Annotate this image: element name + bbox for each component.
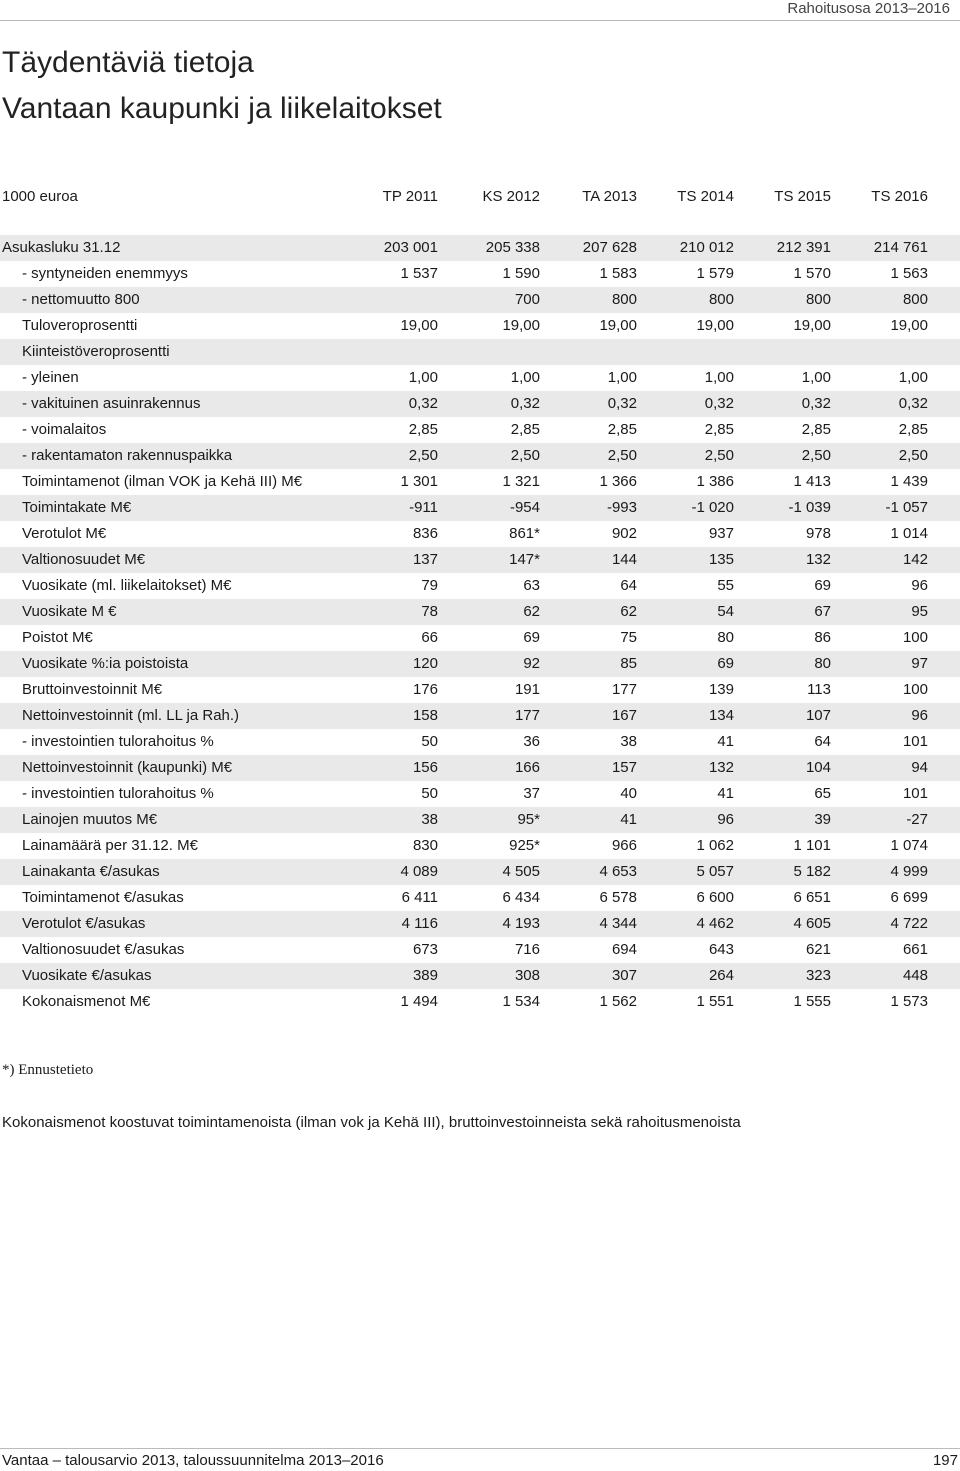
row-value: 64 [620,577,637,594]
row-value: 4 605 [793,915,831,932]
row-value: 1 563 [890,265,928,282]
table-row [0,287,960,313]
row-value: 2,85 [607,421,637,438]
row-value: 448 [902,967,928,984]
row-value: 177 [611,681,637,698]
row-label: Toimintamenot (ilman VOK ja Kehä III) M€ [22,473,303,490]
row-value: 63 [523,577,540,594]
row-value: 2,85 [801,421,831,438]
row-value: 1 573 [890,993,928,1010]
row-label: Valtionosuudet €/asukas [22,941,185,958]
row-value: 1 366 [599,473,637,490]
row-value: 1 301 [400,473,438,490]
row-value: 19,00 [599,317,637,334]
row-value: 40 [620,785,637,802]
row-value: 96 [717,811,734,828]
row-value: 210 012 [679,239,734,256]
row-value: 1,00 [408,369,438,386]
row-value: 94 [911,759,928,776]
row-value: 205 338 [485,239,540,256]
row-value: 203 001 [383,239,438,256]
row-label: Verotulot €/asukas [22,915,146,932]
row-value: 1 555 [793,993,831,1010]
row-value: 41 [717,785,734,802]
row-value: 4 344 [599,915,637,932]
row-label: Kokonaismenot M€ [22,993,151,1010]
table-row [0,781,960,807]
row-value: 96 [911,577,928,594]
row-value: 132 [805,551,831,568]
row-value: 147* [509,551,540,568]
row-value: 1 074 [890,837,928,854]
table-row [0,651,960,677]
row-value: 4 193 [502,915,540,932]
table-row [0,599,960,625]
row-value: 19,00 [400,317,438,334]
row-value: 86 [814,629,831,646]
row-value: 78 [421,603,438,620]
row-value: 673 [412,941,438,958]
row-value: 0,32 [408,395,438,412]
row-value: 2,85 [510,421,540,438]
table-row [0,833,960,859]
row-value: 19,00 [890,317,928,334]
row-value: 6 411 [401,889,438,906]
row-value: 902 [611,525,637,542]
row-value: 100 [902,629,928,646]
row-value: 4 505 [502,863,540,880]
row-value: 1 014 [890,525,928,542]
row-value: 716 [514,941,540,958]
row-label: Nettoinvestoinnit (kaupunki) M€ [22,759,233,776]
row-value: 1,00 [704,369,734,386]
row-value: 800 [902,291,928,308]
table-row [0,729,960,755]
row-value: 937 [708,525,734,542]
row-value: 2,85 [704,421,734,438]
column-header: KS 2012 [482,188,540,205]
data-table [0,235,960,1015]
row-value: 167 [611,707,637,724]
table-row [0,703,960,729]
row-label: - nettomuutto 800 [22,291,140,308]
total-expenses-note: Kokonaismenot koostuvat toimintamenoista (ilman vok ja Kehä III), bruttoinvestoinneista sekä rahoitusmenoista [2,1114,741,1131]
row-value: 65 [814,785,831,802]
row-value: 137 [412,551,438,568]
table-row [0,365,960,391]
row-value: 800 [805,291,831,308]
column-header: TS 2014 [677,188,734,205]
row-value: 2,50 [801,447,831,464]
row-label: Tuloveroprosentti [22,317,138,334]
row-value: 41 [717,733,734,750]
row-value: 75 [620,629,637,646]
bottom-divider [0,1448,960,1449]
row-label: Lainamäärä per 31.12. M€ [22,837,198,854]
column-header: TA 2013 [582,188,637,205]
row-value: 191 [514,681,540,698]
row-value: 0,32 [704,395,734,412]
top-divider [0,20,960,21]
row-value: 1 562 [599,993,637,1010]
row-value: 1 534 [502,993,540,1010]
row-value: 176 [412,681,438,698]
row-value: 157 [611,759,637,776]
row-value: 1 413 [793,473,831,490]
table-row [0,625,960,651]
row-value: 39 [814,811,831,828]
row-value: 1 494 [400,993,438,1010]
row-label: Poistot M€ [22,629,93,646]
row-value: -27 [906,811,928,828]
row-value: 54 [717,603,734,620]
page-subtitle: Vantaan kaupunki ja liikelaitokset [2,92,442,125]
table-row [0,807,960,833]
row-value: 1 537 [400,265,438,282]
row-value: 97 [911,655,928,672]
row-value: 621 [805,941,831,958]
row-value: 6 578 [599,889,637,906]
row-label: Kiinteistöveroprosentti [22,343,170,360]
row-label: Asukasluku 31.12 [2,239,121,256]
row-value: 207 628 [582,239,637,256]
row-value: 1 583 [599,265,637,282]
row-value: 1,00 [607,369,637,386]
row-value: 861* [509,525,540,542]
row-value: 80 [814,655,831,672]
footer-text: Vantaa – talousarvio 2013, taloussuunnitelma 2013–2016 [2,1452,384,1469]
row-value: 69 [814,577,831,594]
row-value: 2,85 [408,421,438,438]
table-row [0,339,960,365]
page-title: Täydentäviä tietoja [2,46,254,79]
row-value: 156 [412,759,438,776]
row-label: - syntyneiden enemmyys [22,265,188,282]
row-value: 120 [412,655,438,672]
row-value: 4 116 [401,915,438,932]
row-label: Valtionosuudet M€ [22,551,146,568]
row-value: -954 [509,499,540,516]
table-row [0,261,960,287]
section-header: Rahoitusosa 2013–2016 [787,0,950,17]
row-value: 6 434 [502,889,540,906]
row-value: 38 [620,733,637,750]
row-value: -911 [409,499,438,516]
row-value: 19,00 [696,317,734,334]
row-value: 96 [911,707,928,724]
row-value: 389 [412,967,438,984]
row-value: 158 [412,707,438,724]
row-value: 41 [620,811,637,828]
row-value: 113 [807,681,831,698]
row-label: - investointien tulorahoitus % [22,733,214,750]
row-value: 214 761 [873,239,928,256]
row-value: -993 [606,499,637,516]
unit-label: 1000 euroa [2,188,78,205]
row-label: - voimalaitos [22,421,107,438]
row-value: 69 [717,655,734,672]
row-value: 6 699 [890,889,928,906]
table-row [0,859,960,885]
row-value: 80 [717,629,734,646]
row-value: 66 [421,629,438,646]
table-row [0,547,960,573]
row-label: - investointien tulorahoitus % [22,785,214,802]
table-row [0,313,960,339]
row-value: 1 386 [696,473,734,490]
table-row [0,677,960,703]
row-value: 6 651 [793,889,831,906]
row-value: 92 [523,655,540,672]
row-value: 104 [805,759,831,776]
row-value: 1,00 [898,369,928,386]
row-label: Vuosikate M € [22,603,117,620]
row-value: 264 [708,967,734,984]
row-value: 4 462 [696,915,734,932]
row-value: -1 020 [691,499,734,516]
row-value: 2,50 [704,447,734,464]
row-label: Bruttoinvestoinnit M€ [22,681,163,698]
row-value: 5 057 [696,863,734,880]
table-row [0,963,960,989]
row-value: 100 [902,681,928,698]
row-value: 2,50 [898,447,928,464]
row-label: Vuosikate %:ia poistoista [22,655,189,672]
table-row [0,235,960,261]
row-value: 1 321 [502,473,540,490]
row-value: 142 [902,551,928,568]
row-value: 50 [421,785,438,802]
row-value: 800 [611,291,637,308]
row-value: 925* [509,837,540,854]
row-value: 1,00 [510,369,540,386]
row-value: 1 579 [696,265,734,282]
table-row [0,755,960,781]
table-row [0,937,960,963]
table-row [0,989,960,1015]
row-value: 19,00 [502,317,540,334]
column-header: TP 2011 [382,188,438,205]
row-value: 95 [911,603,928,620]
row-value: 2,85 [898,421,928,438]
column-header: TS 2016 [871,188,928,205]
row-value: 62 [523,603,540,620]
row-value: 830 [412,837,438,854]
row-value: 0,32 [898,395,928,412]
asterisk-footnote: *) Ennustetieto [2,1062,94,1078]
row-label: - rakentamaton rakennuspaikka [22,447,233,464]
row-label: - yleinen [22,369,79,386]
row-value: 2,50 [408,447,438,464]
row-value: 132 [708,759,734,776]
table-row [0,495,960,521]
row-value: 36 [523,733,540,750]
column-header: TS 2015 [774,188,831,205]
row-value: -1 039 [788,499,831,516]
row-label: Verotulot M€ [22,525,107,542]
row-value: 0,32 [801,395,831,412]
table-row [0,417,960,443]
row-value: 2,50 [510,447,540,464]
row-value: 1 101 [793,837,831,854]
row-value: 4 653 [599,863,637,880]
row-value: 308 [514,967,540,984]
row-value: 4 089 [400,863,438,880]
row-value: 1 570 [793,265,831,282]
row-value: 79 [421,577,438,594]
row-value: 6 600 [696,889,734,906]
row-label: Nettoinvestoinnit (ml. LL ja Rah.) [22,707,240,724]
row-label: - vakituinen asuinrakennus [22,395,201,412]
row-value: 95* [517,811,540,828]
row-value: 694 [611,941,637,958]
row-label: Toimintamenot €/asukas [22,889,184,906]
row-value: 966 [611,837,637,854]
row-label: Toimintakate M€ [22,499,132,516]
row-value: 67 [814,603,831,620]
row-label: Lainakanta €/asukas [22,863,160,880]
row-value: 323 [805,967,831,984]
table-row [0,391,960,417]
row-value: 85 [620,655,637,672]
row-value: 37 [523,785,540,802]
row-value: 0,32 [510,395,540,412]
row-value: 836 [412,525,438,542]
row-value: 661 [902,941,928,958]
table-header [0,185,960,209]
row-value: 144 [611,551,637,568]
row-value: 50 [421,733,438,750]
row-value: 700 [514,291,540,308]
row-label: Lainojen muutos M€ [22,811,158,828]
row-value: 5 182 [793,863,831,880]
row-value: 978 [805,525,831,542]
row-value: 1 590 [502,265,540,282]
row-value: 4 999 [890,863,928,880]
row-value: 69 [523,629,540,646]
table-row [0,573,960,599]
row-value: 0,32 [607,395,637,412]
row-value: 2,50 [607,447,637,464]
row-label: Vuosikate (ml. liikelaitokset) M€ [22,577,232,594]
row-value: 38 [421,811,438,828]
row-value: 1 062 [696,837,734,854]
row-value: 19,00 [793,317,831,334]
row-value: 55 [717,577,734,594]
row-value: 107 [805,707,831,724]
row-value: 177 [514,707,540,724]
row-label: Vuosikate €/asukas [22,967,152,984]
row-value: 1 551 [696,993,734,1010]
row-value: 4 722 [890,915,928,932]
table-row [0,911,960,937]
row-value: 64 [814,733,831,750]
row-value: 101 [902,733,928,750]
page-number: 197 [932,1452,958,1469]
row-value: 800 [708,291,734,308]
table-row [0,469,960,495]
row-value: 101 [902,785,928,802]
row-value: 643 [708,941,734,958]
row-value: 307 [611,967,637,984]
row-value: 166 [514,759,540,776]
table-row [0,521,960,547]
row-value: 212 391 [776,239,831,256]
row-value: 139 [708,681,734,698]
row-value: 1,00 [801,369,831,386]
row-value: 1 439 [890,473,928,490]
row-value: -1 057 [885,499,928,516]
table-row [0,443,960,469]
row-value: 134 [708,707,734,724]
table-row [0,885,960,911]
row-value: 62 [620,603,637,620]
row-value: 135 [708,551,734,568]
